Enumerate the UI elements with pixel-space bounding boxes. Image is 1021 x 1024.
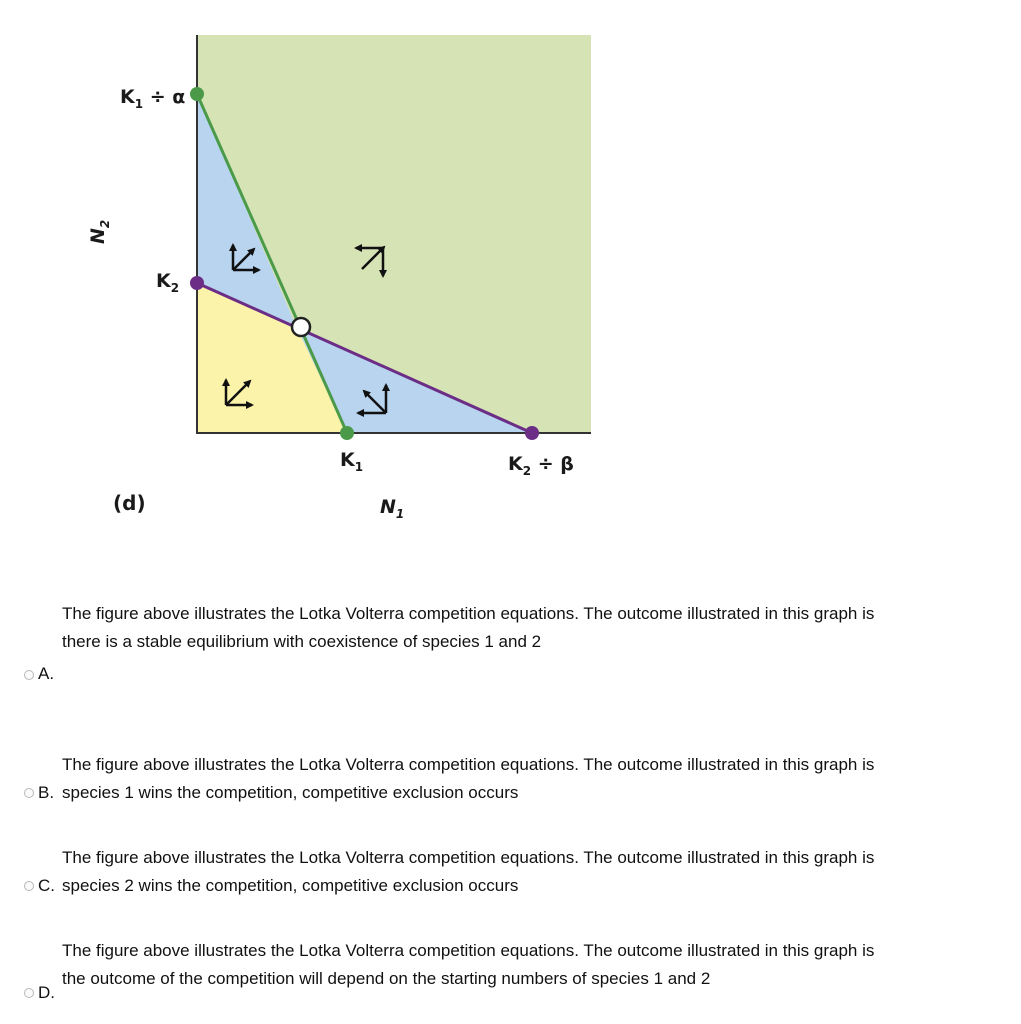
x-axis-title: $N_1$ — [380, 496, 405, 521]
k1-alpha-label: $K_1 \div \alpha$ — [120, 86, 186, 111]
option-c[interactable] — [0, 844, 1021, 906]
option-a-radio[interactable] — [24, 670, 34, 680]
panel-label: (d) — [113, 491, 146, 515]
lotka-volterra-figure — [0, 0, 640, 540]
option-a[interactable] — [0, 600, 1021, 690]
option-d-text: The figure above illustrates the Lotka Volterra competition equations. The outcome illustrated in this graph is the outcome of the competition will depend on the starting numbers of species 1 and 2 — [62, 941, 875, 988]
k2-beta-point — [525, 426, 539, 440]
option-c-letter[interactable]: C. — [38, 876, 55, 895]
option-c-radio[interactable] — [24, 881, 34, 891]
option-a-text: The figure above illustrates the Lotka Volterra competition equations. The outcome illustrated in this graph is there is a stable equilibrium with coexistence of species 1 and 2 — [62, 604, 875, 651]
option-b[interactable] — [0, 751, 1021, 813]
option-b-text: The figure above illustrates the Lotka Volterra competition equations. The outcome illustrated in this graph is species 1 wins the competition, competitive exclusion occurs — [62, 755, 875, 802]
k1-label: $K_1$ — [340, 449, 364, 474]
option-c-text: The figure above illustrates the Lotka Volterra competition equations. The outcome illustrated in this graph is species 2 wins the competition, competitive exclusion occurs — [62, 848, 875, 895]
k1-alpha-point — [190, 87, 204, 101]
k2-label: $K_2$ — [156, 270, 180, 295]
option-a-letter[interactable]: A. — [38, 664, 55, 683]
k1-point — [340, 426, 354, 440]
k2-beta-label: $K_2 \div \beta$ — [508, 453, 574, 478]
option-d-radio[interactable] — [24, 988, 34, 998]
y-axis-title: $N_2$ — [87, 219, 112, 244]
option-b-radio[interactable] — [24, 788, 34, 798]
option-d-letter[interactable]: D. — [38, 983, 55, 1002]
option-d[interactable] — [0, 937, 1021, 1007]
k2-point — [190, 276, 204, 290]
equilibrium-point — [292, 318, 310, 336]
option-b-letter[interactable]: B. — [38, 783, 55, 802]
